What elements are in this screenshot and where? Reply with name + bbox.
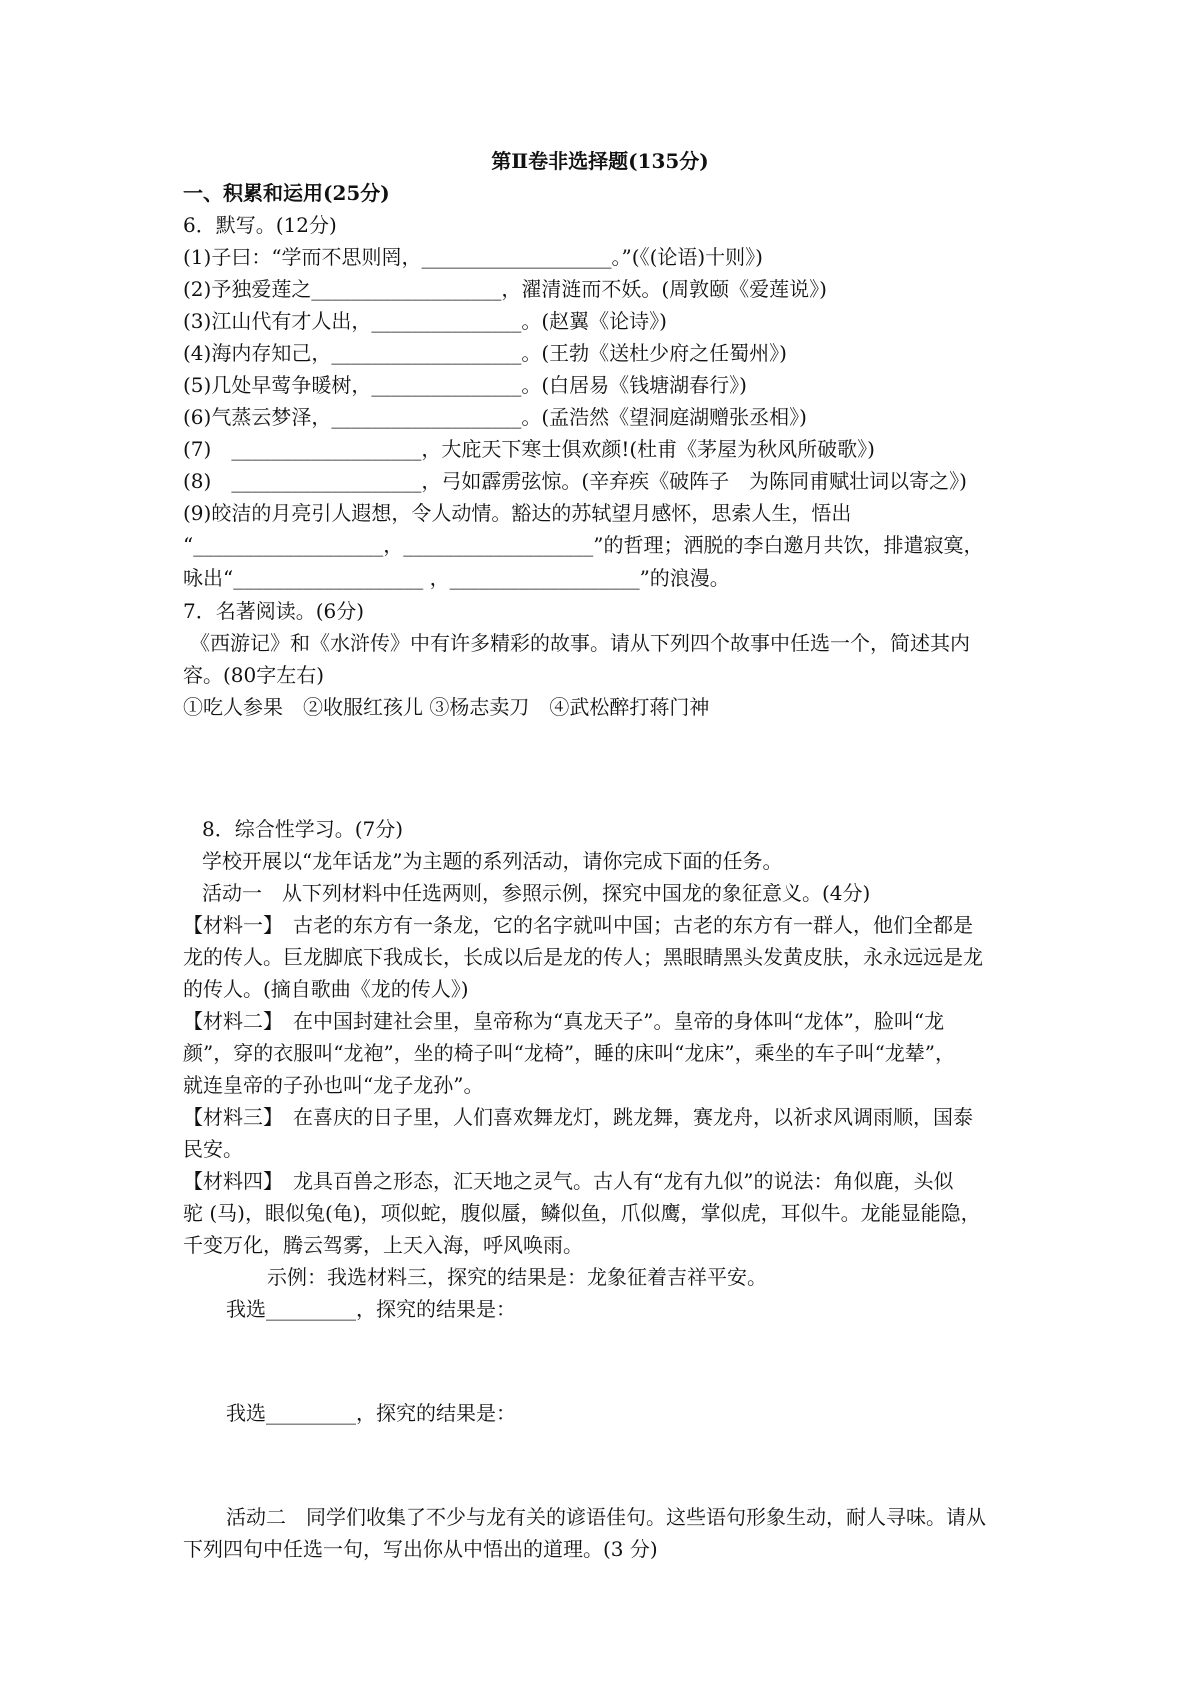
q6-item-1: (1)子曰：“学而不思则罔，___________________。”(《(论语)十则》) <box>183 245 763 269</box>
q8-activity-2-line-1: 活动二 同学们收集了不少与龙有关的谚语佳句。这些语句形象生动，耐人寻味。请从 <box>226 1505 986 1529</box>
q6-item-8: (8) ___________________，弓如霹雳弦惊。(辛弃疾《破阵子 为陈同甫赋壮词以寄之》) <box>183 469 967 493</box>
q6-item-9-line-3: 咏出“___________________ ，___________________”的浪漫。 <box>183 566 730 590</box>
page-title: 第Ⅱ卷非选择题(135分) <box>491 149 709 173</box>
section-heading: 一、积累和运用(25分) <box>183 181 390 205</box>
q8-answer-1: 我选_________，探究的结果是： <box>226 1297 516 1321</box>
q6-item-2: (2)予独爱莲之___________________，濯清涟而不妖。(周敦颐《爱莲说》) <box>183 277 827 301</box>
q6-item-9-line-1: (9)皎洁的月亮引人遐想，令人动情。豁达的苏轼望月感怀，思索人生，悟出 <box>183 501 852 525</box>
material-line: 【材料二】 在中国封建社会里，皇帝称为“真龙天子”。皇帝的身体叫“龙体”，脸叫“龙 <box>183 1009 945 1033</box>
q6-item-9-line-2: “___________________，___________________”的哲理；洒脱的李白邀月共饮，排遣寂寞， <box>183 533 984 557</box>
material-line: 【材料三】 在喜庆的日子里，人们喜欢舞龙灯，跳龙舞，赛龙舟，以祈求风调雨顺，国泰 <box>183 1105 973 1129</box>
q8-answer-2: 我选_________，探究的结果是： <box>226 1401 516 1425</box>
q7-heading: 7．名著阅读。(6分) <box>183 599 365 623</box>
material-line: 民安。 <box>183 1137 243 1161</box>
q8-example: 示例：我选材料三，探究的结果是：龙象征着吉祥平安。 <box>267 1265 767 1289</box>
material-line: 驼 (马)，眼似兔(龟)，项似蛇，腹似蜃，鳞似鱼，爪似鹰，掌似虎，耳似牛。龙能显能隐， <box>183 1201 981 1225</box>
material-line: 龙的传人。巨龙脚底下我成长，长成以后是龙的传人；黑眼睛黑头发黄皮肤，永永远远是龙 <box>183 945 983 969</box>
q8-heading: 8．综合性学习。(7分) <box>202 817 404 841</box>
q7-body-line-2: 容。(80字左右) <box>183 663 325 687</box>
q7-options: ①吃人参果 ②收服红孩儿 ③杨志卖刀 ④武松醉打蒋门神 <box>183 695 710 719</box>
material-line: 就连皇帝的子孙也叫“龙子龙孙”。 <box>183 1073 484 1097</box>
material-line: 颜”，穿的衣服叫“龙袍”，坐的椅子叫“龙椅”，睡的床叫“龙床”，乘坐的车子叫“龙辇”， <box>183 1041 956 1065</box>
material-line: 千变万化，腾云驾雾，上天入海，呼风唤雨。 <box>183 1233 583 1257</box>
q7-body-line-1: 《西游记》和《水浒传》中有许多精彩的故事。请从下列四个故事中任选一个，简述其内 <box>190 631 970 655</box>
q8-intro: 学校开展以“龙年话龙”为主题的系列活动，请你完成下面的任务。 <box>202 849 783 873</box>
material-line: 【材料四】 龙具百兽之形态，汇天地之灵气。古人有“龙有九似”的说法：角似鹿，头似 <box>183 1169 954 1193</box>
q6-item-4: (4)海内存知己，___________________。(王勃《送杜少府之任蜀州》) <box>183 341 787 365</box>
q6-item-5: (5)几处早莺争暖树，_______________。(白居易《钱塘湖春行》) <box>183 373 747 397</box>
q8-activity-2-line-2: 下列四句中任选一句，写出你从中悟出的道理。(3 分) <box>183 1537 658 1561</box>
q6-item-3: (3)江山代有才人出，_______________。(赵翼《论诗》) <box>183 309 667 333</box>
q6-item-6: (6)气蒸云梦泽，___________________。(孟浩然《望洞庭湖赠张丞相》) <box>183 405 807 429</box>
q8-activity-1: 活动一 从下列材料中任选两则，参照示例，探究中国龙的象征意义。(4分) <box>202 881 871 905</box>
material-line: 的传人。(摘自歌曲《龙的传人》) <box>183 977 469 1001</box>
q6-item-7: (7) ___________________，大庇天下寒士俱欢颜!(杜甫《茅屋为秋风所破歌》) <box>183 437 875 461</box>
material-line: 【材料一】 古老的东方有一条龙，它的名字就叫中国；古老的东方有一群人，他们全都是 <box>183 913 973 937</box>
q6-heading: 6．默写。(12分) <box>183 213 337 237</box>
